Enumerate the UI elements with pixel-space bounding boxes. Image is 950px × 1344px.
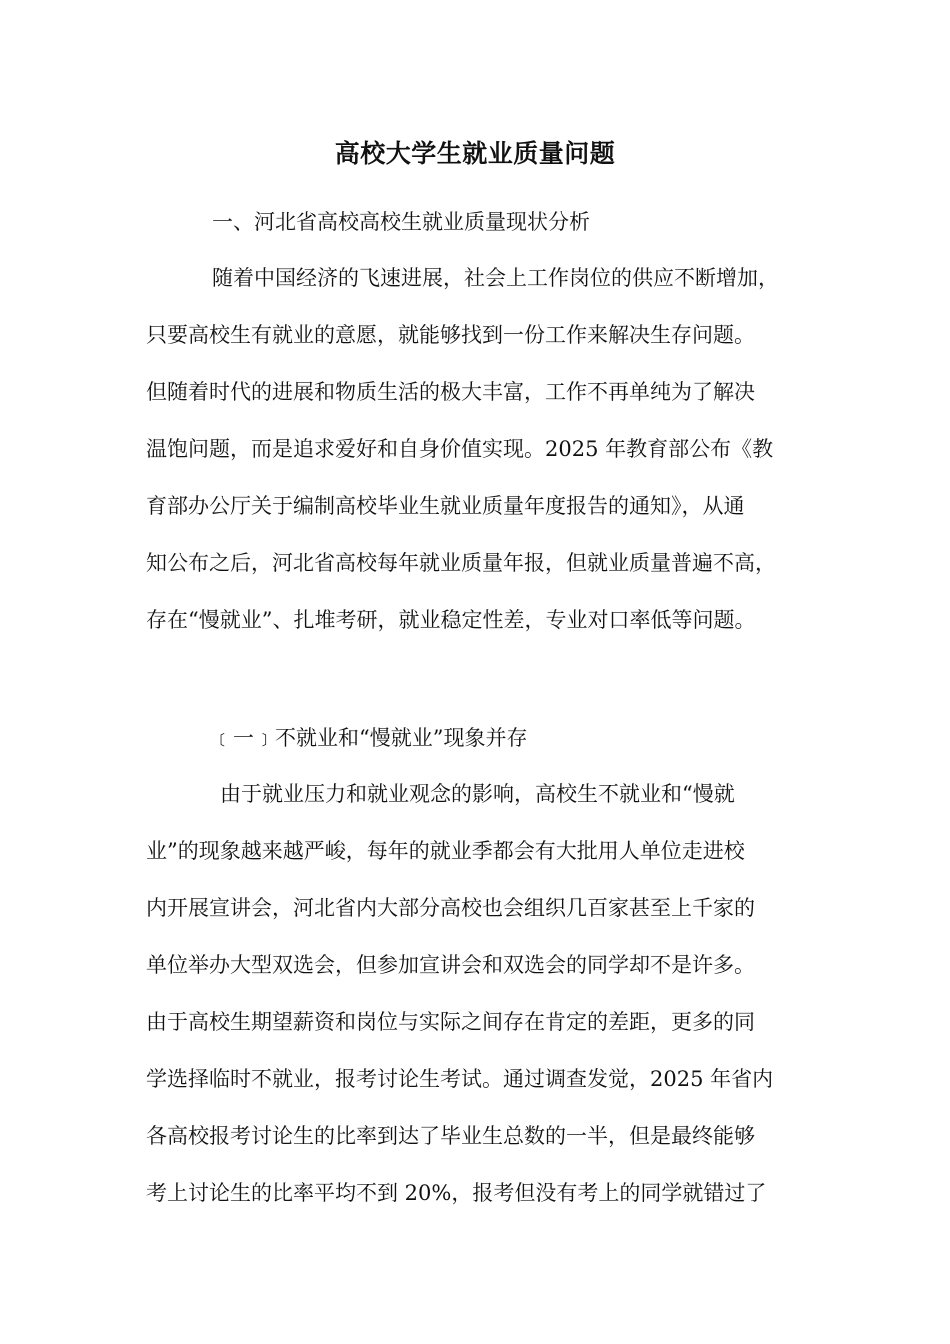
paragraph-2-line: 考上讨论生的比率平均不到 20%，报考但没有考上的同学就错过了 (146, 1181, 767, 1205)
paragraph-1-line: 只要高校生有就业的意愿，就能够找到一份工作来解决生存问题。 (146, 323, 755, 347)
paragraph-1-line: 存在“慢就业”、扎堆考研，就业稳定性差，专业对口率低等问题。 (146, 608, 756, 632)
paragraph-2-line: 业”的现象越来越严峻，每年的就业季都会有大批用人单位走进校 (146, 839, 745, 863)
document-title: 高校大学生就业质量问题 (334, 139, 616, 168)
paragraph-2-line: 各高校报考讨论生的比率到达了毕业生总数的一半，但是最终能够 (146, 1124, 755, 1148)
paragraph-1-line: 随着中国经济的飞速进展，社会上工作岗位的供应不断增加， (212, 266, 779, 290)
paragraph-1-line: 育部办公厅关于编制高校毕业生就业质量年度报告的通知》，从通 (146, 494, 745, 518)
paragraph-2-line: 单位举办大型双选会，但参加宣讲会和双选会的同学却不是许多。 (146, 953, 755, 977)
paragraph-1-line: 知公布之后，河北省高校每年就业质量年报，但就业质量普遍不高， (146, 551, 776, 575)
paragraph-1-line: 但随着时代的进展和物质生活的极大丰富，工作不再单纯为了解决 (146, 380, 755, 404)
paragraph-2-line: 由于高校生期望薪资和岗位与实际之间存在肯定的差距，更多的同 (146, 1010, 755, 1034)
paragraph-1-line: 温饱问题，而是追求爱好和自身价值实现。2025 年教育部公布《教 (146, 437, 774, 461)
paragraph-2-line: 学选择临时不就业，报考讨论生考试。通过调查发觉，2025 年省内 (146, 1067, 774, 1091)
paragraph-2-line: 内开展宣讲会，河北省内大部分高校也会组织几百家甚至上千家的 (146, 896, 755, 920)
paragraph-2-line: 由于就业压力和就业观念的影响，高校生不就业和“慢就 (220, 782, 735, 806)
section-heading: 一、河北省高校高校生就业质量现状分析 (212, 210, 590, 234)
sub-heading: ﹝一﹞不就业和“慢就业”现象并存 (212, 726, 528, 750)
